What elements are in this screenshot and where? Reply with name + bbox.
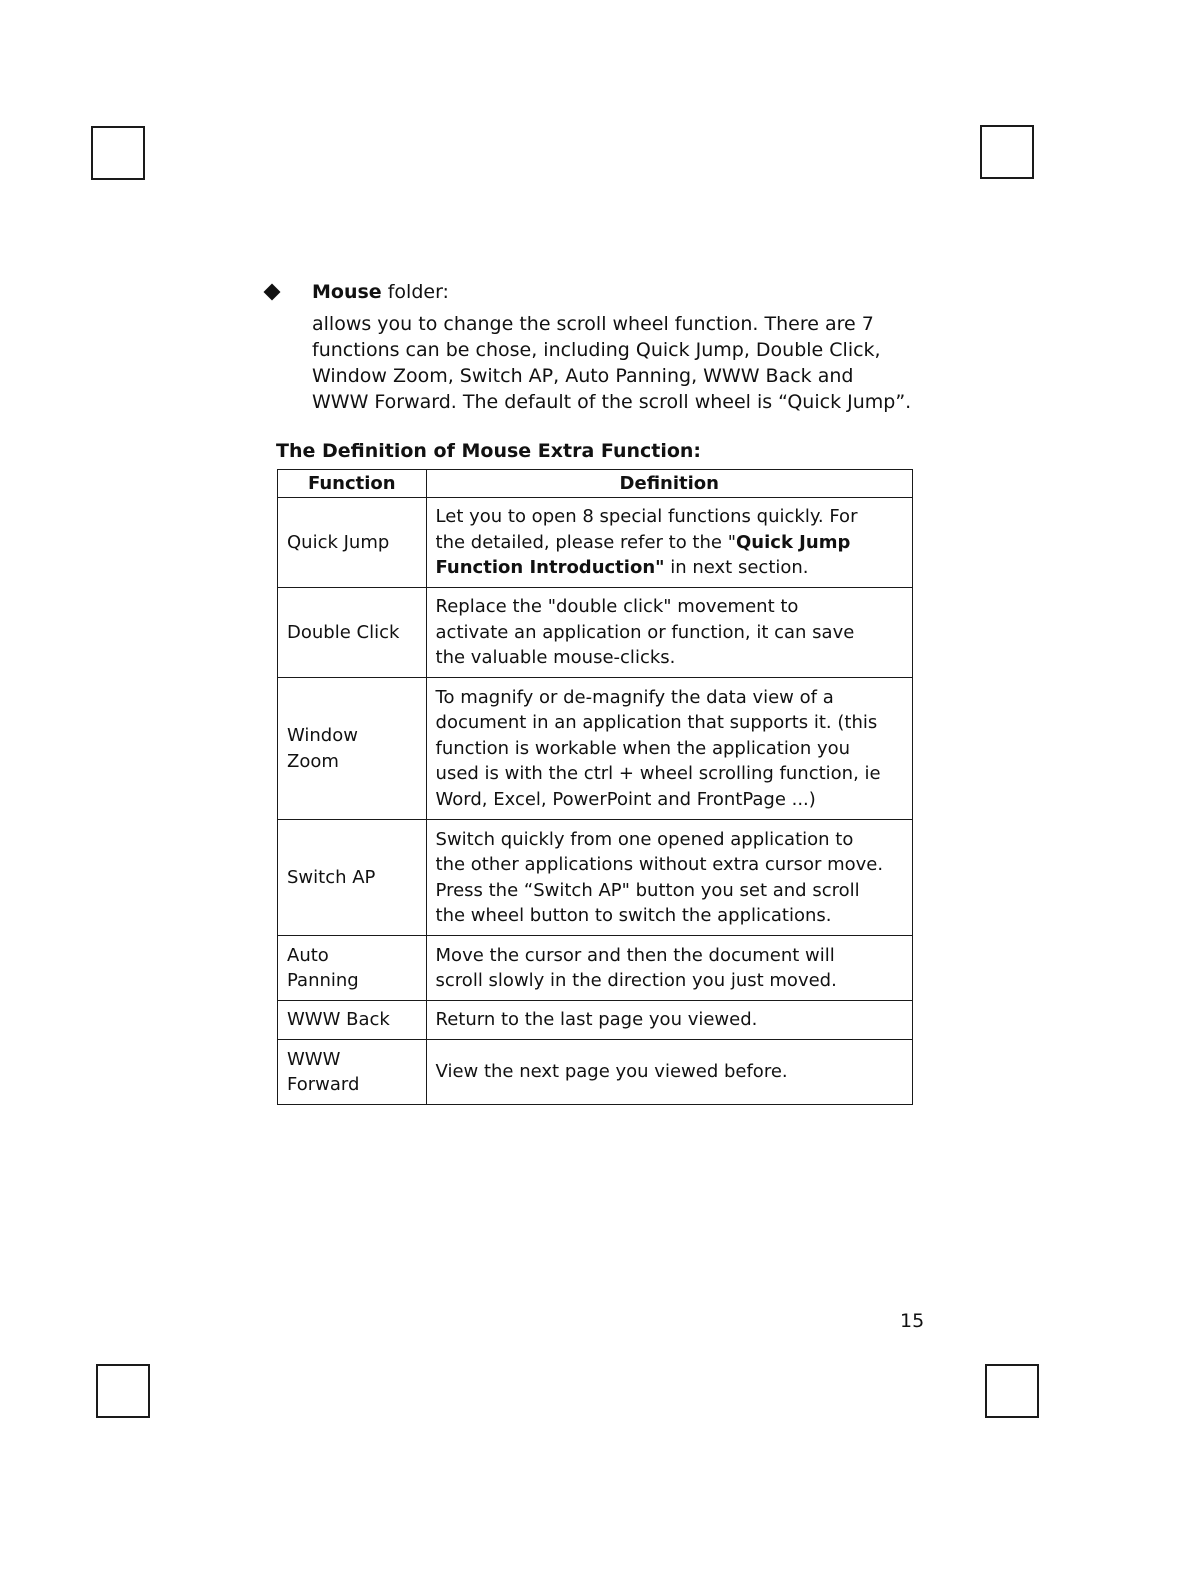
definition-line: function is workable when the application you [435, 737, 851, 759]
definition-line [436, 555, 903, 581]
definition-cell [426, 498, 912, 588]
table-row [278, 588, 913, 678]
folder-description-line: allows you to change the scroll wheel function. There are 7 [312, 313, 874, 335]
definition-line [436, 530, 903, 556]
definition-line: scroll slowly in the direction you just moved. [435, 970, 837, 991]
definition-line: used is with the ctrl + wheel scrolling function, ie [435, 763, 881, 785]
definition-cell [426, 588, 912, 678]
definition-line: Press the “Switch AP" button you set and scroll [435, 879, 860, 901]
function-name: WWW Back [287, 1009, 390, 1031]
function-name: Auto [287, 944, 329, 966]
definition-line: the valuable mouse-clicks. [435, 647, 676, 669]
definition-line: the other applications without extra cursor move. [435, 854, 884, 875]
column-header-definition: Definition [426, 470, 912, 498]
definition-line: document in an application that supports it. (this [435, 712, 878, 734]
page-number: 15 [900, 1310, 925, 1332]
definition-cell [426, 820, 912, 936]
diamond-bullet-icon [264, 284, 281, 301]
definition-bold-text: Quick Jump [735, 531, 851, 553]
definition-line: Word, Excel, PowerPoint and FrontPage ...) [435, 788, 816, 810]
definition-table [277, 469, 913, 1105]
definition-text: the detailed, please refer to the " [435, 531, 736, 553]
folder-description-line: functions can be chose, including Quick Jump, Double Click, [312, 339, 881, 361]
table-row [278, 936, 913, 1001]
folder-heading-bold: Mouse [312, 281, 382, 303]
function-cell [278, 1001, 427, 1040]
definition-line: View the next page you viewed before. [435, 1061, 788, 1083]
table-row [278, 1001, 913, 1040]
function-cell [278, 1040, 427, 1105]
corner-mark-top-right [980, 125, 1034, 179]
folder-heading-rest: folder: [381, 281, 449, 303]
definition-line: activate an application or function, it can save [435, 621, 855, 643]
definition-line: Switch quickly from one opened application to [435, 828, 854, 850]
definition-line: Return to the last page you viewed. [435, 1009, 758, 1031]
function-name: Window [287, 725, 358, 746]
definition-text: in next section. [664, 557, 809, 579]
function-cell [278, 936, 427, 1001]
folder-description [312, 311, 922, 415]
definition-line: Move the cursor and then the document will [435, 944, 835, 966]
folder-description-line: Window Zoom, Switch AP, Auto Panning, WWW Back and [312, 365, 854, 387]
definition-cell [426, 1040, 912, 1105]
function-name: WWW [287, 1048, 341, 1070]
definition-line: the wheel button to switch the applications. [435, 905, 832, 926]
definition-bold-text: Function Introduction" [435, 557, 665, 579]
table-row [278, 1040, 913, 1105]
function-name: Panning [287, 970, 359, 991]
definition-line: Let you to open 8 special functions quickly. For [435, 506, 858, 528]
column-header-function: Function [278, 470, 427, 498]
corner-mark-bottom-left [96, 1364, 150, 1418]
function-name: Double Click [287, 621, 400, 643]
table-row [278, 678, 913, 820]
definition-line: To magnify or de-magnify the data view of a [435, 686, 834, 708]
definition-line: Replace the "double click" movement to [435, 596, 799, 618]
function-cell [278, 498, 427, 588]
function-cell [278, 820, 427, 936]
folder-description-line: WWW Forward. The default of the scroll wheel is “Quick Jump”. [312, 391, 912, 413]
corner-mark-bottom-right [985, 1364, 1039, 1418]
table-row [278, 820, 913, 936]
table-title: The Definition of Mouse Extra Function: [276, 440, 702, 462]
table-header-row [278, 470, 913, 498]
function-name: Zoom [287, 750, 339, 772]
function-cell [278, 588, 427, 678]
definition-cell [426, 678, 912, 820]
definition-cell [426, 936, 912, 1001]
function-name: Switch AP [287, 866, 376, 888]
function-name: Quick Jump [287, 531, 390, 553]
definition-cell [426, 1001, 912, 1040]
mouse-folder-heading [312, 279, 449, 305]
function-name: Forward [287, 1074, 360, 1095]
corner-mark-top-left [91, 126, 145, 180]
table-row [278, 498, 913, 588]
function-cell [278, 678, 427, 820]
